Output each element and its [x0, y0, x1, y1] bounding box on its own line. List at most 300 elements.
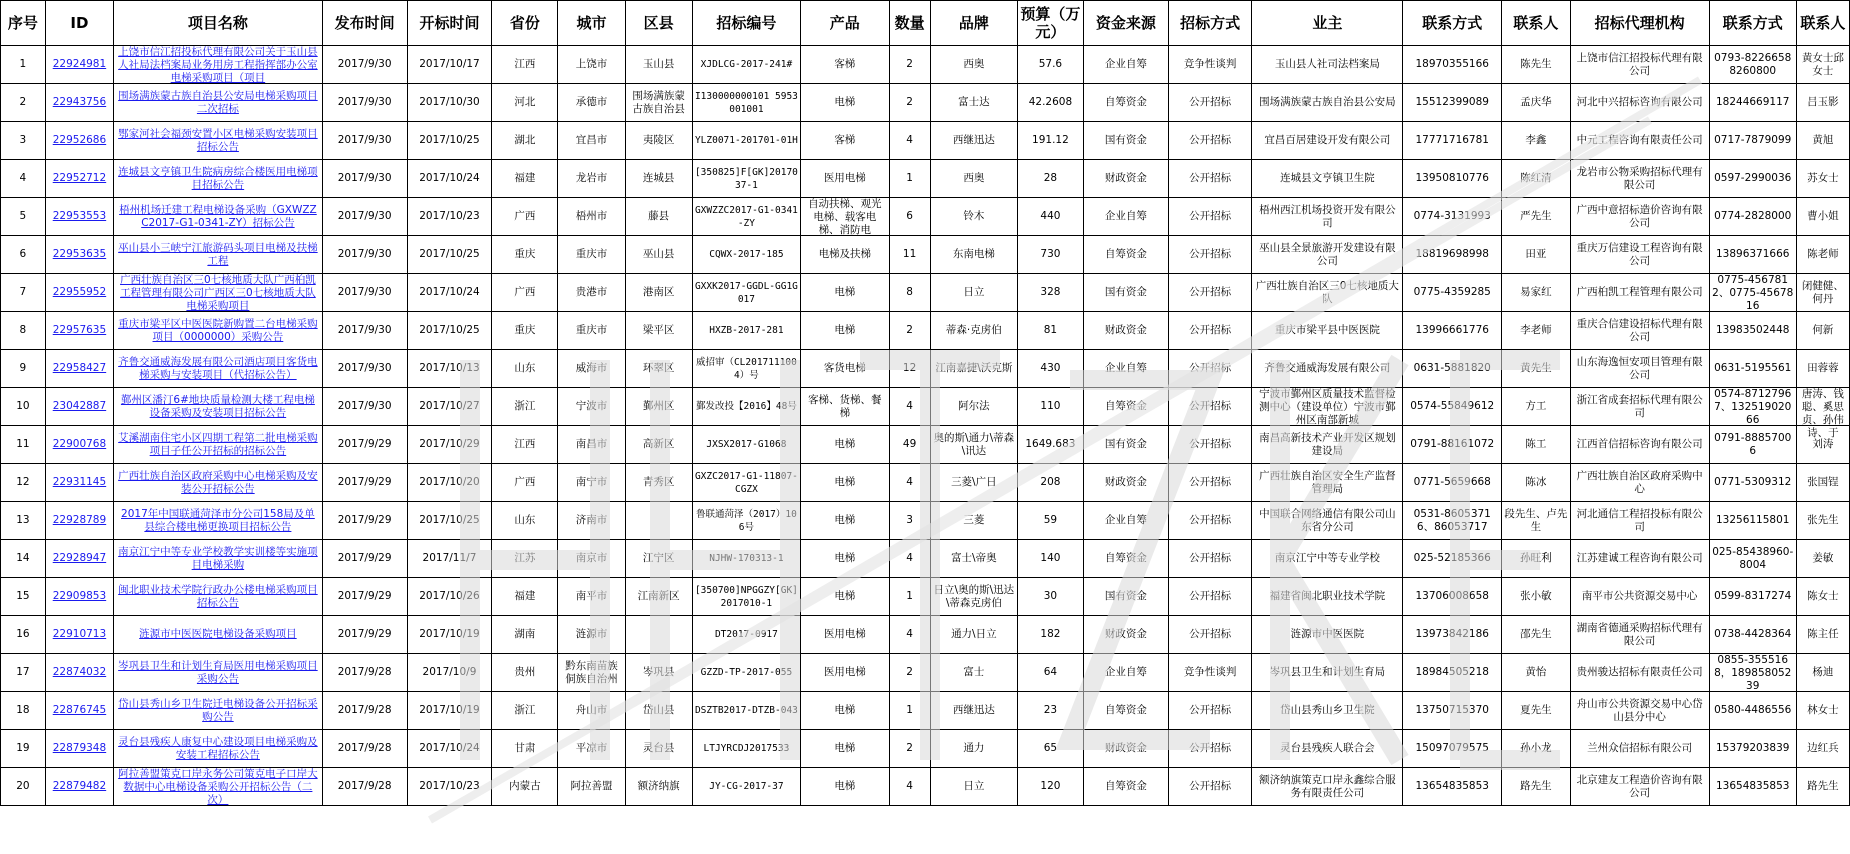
cell-owner [1252, 768, 1403, 806]
cell-text[interactable]: 22958427 [52, 362, 107, 374]
cell-project-name[interactable] [114, 768, 323, 806]
cell-text: 灵台县 [642, 742, 675, 754]
cell-district [625, 388, 692, 426]
cell-text: 围场满族蒙古族自治县 [632, 89, 685, 115]
cell-project-name[interactable] [114, 464, 323, 502]
cell-text: 191.12 [1032, 134, 1069, 146]
cell-agency [1570, 350, 1709, 388]
cell-text: 路先生 [1520, 780, 1552, 792]
cell-text: 13750715370 [1415, 704, 1489, 716]
cell-brand [930, 768, 1017, 806]
cell-text: 兰州众信招标有限公司 [1587, 742, 1693, 754]
cell-text: 财政资金 [1104, 628, 1147, 640]
cell-project-name[interactable] [114, 692, 323, 730]
cell-text: 公开招标 [1189, 780, 1232, 792]
cell-project-name[interactable] [114, 160, 323, 198]
cell-text[interactable]: 岱山县秀山乡卫生院迁电梯设备公开招标采购公告 [118, 697, 318, 723]
cell-owner [1252, 84, 1403, 122]
cell-fund-source [1083, 312, 1168, 350]
cell-seq [1, 312, 46, 350]
cell-owner [1252, 692, 1403, 730]
cell-text[interactable]: 22952712 [52, 172, 107, 184]
cell-project-name[interactable] [114, 426, 323, 464]
cell-project-name[interactable] [114, 236, 323, 274]
cell-owner-person [1502, 502, 1570, 540]
cell-text[interactable]: 重庆市梁平区中医医院新购置二台电梯采购项目（0000000）采购公告 [118, 317, 318, 343]
cell-text: 江西首信招标咨询有限公司 [1576, 438, 1703, 450]
cell-text: 湖南省德通采购招标代理有限公司 [1576, 621, 1703, 647]
cell-text[interactable]: 阿拉善盟策克口岸永务公司策克电子口岸大数据中心电梯设备采购公开招标公告（二次） [118, 768, 318, 806]
cell-project-name[interactable] [114, 198, 323, 236]
cell-text[interactable]: 22900768 [52, 438, 107, 450]
cell-id[interactable] [45, 236, 113, 274]
cell-brand [930, 160, 1017, 198]
cell-tender-no [692, 84, 800, 122]
cell-text[interactable]: 22910713 [52, 628, 107, 640]
cell-text[interactable]: 巫山县小三峡宁江旅游码头项目电梯及扶梯工程 [118, 241, 318, 267]
cell-text[interactable]: 22957635 [52, 324, 107, 336]
cell-district [625, 730, 692, 768]
cell-text: 鲁联通菏泽（2017）106号 [696, 508, 797, 533]
cell-text: 2 [19, 96, 27, 108]
cell-province [492, 84, 558, 122]
cell-text: 南昌市 [575, 438, 608, 450]
cell-text[interactable]: 齐鲁交通威海发展有限公司酒店项目客货电梯采购与安装项目（代招标公告） [118, 355, 318, 381]
cell-brand [930, 84, 1017, 122]
cell-brand [930, 654, 1017, 692]
cell-project-name[interactable] [114, 654, 323, 692]
cell-fund-source [1083, 464, 1168, 502]
cell-text: 140 [1040, 552, 1061, 564]
cell-open-date [407, 350, 492, 388]
cell-product [801, 426, 889, 464]
cell-fund-source [1083, 46, 1168, 84]
cell-district [625, 46, 692, 84]
cell-text: 公开招标 [1189, 96, 1232, 108]
cell-agency [1570, 388, 1709, 426]
header-province: 省份 [492, 1, 558, 46]
cell-publish-date [322, 122, 407, 160]
cell-tender-method [1168, 274, 1252, 312]
cell-text: 0574-87127967、13251902066 [1714, 388, 1792, 426]
cell-project-name[interactable] [114, 616, 323, 654]
cell-text: 18970355166 [1415, 58, 1489, 70]
cell-text: 南平市公共资源交易中心 [1581, 590, 1698, 602]
header-brand: 品牌 [930, 1, 1017, 46]
cell-text: 3 [906, 514, 913, 526]
cell-province [492, 198, 558, 236]
cell-text: 11 [902, 248, 917, 260]
cell-text[interactable]: 涟源市中医医院电梯设备采购项目 [139, 628, 297, 640]
cell-seq [1, 236, 46, 274]
cell-text: 19 [16, 742, 30, 754]
cell-text: 110 [1040, 400, 1061, 412]
cell-tender-method [1168, 540, 1252, 578]
cell-text[interactable]: 2017年中国联通菏泽市分公司158局及单县综合楼电梯更换项目招标公告 [121, 507, 315, 533]
cell-project-name[interactable] [114, 502, 323, 540]
cell-text[interactable]: 鄂家河社会福颈安置小区电梯采购安装项目招标公告 [118, 127, 318, 153]
cell-id[interactable] [45, 730, 113, 768]
cell-text: 苏女士 [1807, 172, 1839, 184]
cell-district [625, 84, 692, 122]
cell-text: 重庆 [514, 324, 536, 336]
cell-product [801, 578, 889, 616]
cell-text: 财政资金 [1104, 742, 1147, 754]
cell-text: 威海市 [575, 362, 608, 374]
cell-budget [1017, 654, 1083, 692]
cell-text[interactable]: 22953553 [52, 210, 107, 222]
table-row [1, 274, 1850, 312]
cell-text[interactable]: 闽北职业技术学院行政办公楼电梯采购项目招标公告 [118, 583, 318, 609]
cell-text: 企业自筹 [1104, 210, 1147, 222]
cell-text: 岱山县 [642, 704, 675, 716]
cell-project-name[interactable] [114, 274, 323, 312]
cell-budget [1017, 312, 1083, 350]
cell-fund-source [1083, 578, 1168, 616]
cell-text[interactable]: 广西壮族自治区三0七核地质大队广西桕凯工程管理有限公司广西区三0七核地质大队电梯采购项目 [120, 274, 316, 312]
cell-text: 龙岩市公物采购招标代理有限公司 [1576, 165, 1703, 191]
cell-district [625, 768, 692, 806]
cell-text: 李老师 [1520, 324, 1552, 336]
cell-text[interactable]: 22953635 [52, 248, 107, 260]
cell-id[interactable] [45, 198, 113, 236]
cell-text: 2017/9/30 [337, 96, 392, 108]
cell-text: 田亚 [1525, 248, 1547, 260]
cell-product [801, 616, 889, 654]
cell-id[interactable] [45, 654, 113, 692]
cell-owner-person [1502, 464, 1570, 502]
cell-budget [1017, 160, 1083, 198]
cell-text: 江西 [514, 438, 536, 450]
cell-id[interactable] [45, 122, 113, 160]
cell-text[interactable]: 22909853 [52, 590, 107, 602]
cell-province [492, 388, 558, 426]
cell-fund-source [1083, 198, 1168, 236]
cell-open-date [407, 502, 492, 540]
cell-text[interactable]: 22879348 [52, 742, 107, 754]
cell-owner-person [1502, 540, 1570, 578]
cell-project-name[interactable] [114, 312, 323, 350]
cell-project-name[interactable] [114, 46, 323, 84]
cell-city [558, 274, 625, 312]
cell-city [558, 198, 625, 236]
cell-district [625, 692, 692, 730]
cell-project-name[interactable] [114, 84, 323, 122]
cell-text: 0631-5881820 [1413, 362, 1491, 374]
cell-publish-date [322, 160, 407, 198]
cell-id[interactable] [45, 768, 113, 806]
cell-publish-date [322, 730, 407, 768]
cell-text: 南京江宁中等专业学校 [1274, 552, 1380, 564]
cell-text: 江南嘉捷\沃克斯 [935, 362, 1013, 374]
cell-text: 孙小龙 [1520, 742, 1552, 754]
cell-id[interactable] [45, 312, 113, 350]
header-id: ID [45, 1, 113, 46]
cell-project-name[interactable] [114, 540, 323, 578]
cell-text: 舟山市公共资源交易中心岱山县分中心 [1576, 697, 1703, 723]
cell-seq [1, 198, 46, 236]
cell-text[interactable]: 22955952 [52, 286, 107, 298]
cell-agency-contact [1709, 350, 1796, 388]
cell-text[interactable]: 南京江宁中等专业学校教学实训楼等实施项目电梯采购 [118, 545, 318, 571]
cell-id[interactable] [45, 274, 113, 312]
cell-text: 电梯 [834, 780, 856, 792]
cell-text: 重庆万信建设工程咨询有限公司 [1576, 241, 1703, 267]
cell-text[interactable]: 22928789 [52, 514, 107, 526]
cell-tender-no [692, 122, 800, 160]
cell-owner-contact [1403, 426, 1502, 464]
cell-text[interactable]: 连城县文亨镇卫生院病房综合楼医用电梯项目招标公告 [118, 165, 318, 191]
cell-text: 山东 [514, 514, 536, 526]
cell-text: 高新区 [642, 438, 675, 450]
cell-text[interactable]: 灵台县残疾人康复中心建设项目电梯采购及安装工程招标公告 [118, 735, 318, 761]
cell-fund-source [1083, 654, 1168, 692]
cell-seq [1, 654, 46, 692]
cell-owner-person [1502, 160, 1570, 198]
cell-text: 重庆合信建设招标代理有限公司 [1576, 317, 1703, 343]
cell-text: 自动扶梯、观光电梯、载客电梯、消防电 [808, 198, 882, 236]
cell-text: 黄怡 [1525, 666, 1547, 678]
cell-text: 财政资金 [1104, 172, 1147, 184]
cell-text: 电梯 [834, 476, 856, 488]
cell-project-name[interactable] [114, 388, 323, 426]
cell-text: 连城县文亨镇卫生院 [1280, 172, 1375, 184]
cell-text[interactable]: 围场满族蒙古族自治县公安局电梯采购项目二次招标 [118, 89, 318, 115]
cell-text: 2017/9/28 [337, 742, 392, 754]
cell-text[interactable]: 22924981 [52, 58, 107, 70]
cell-quantity [889, 578, 930, 616]
cell-text[interactable]: 22876745 [52, 704, 107, 716]
cell-text[interactable]: 22952686 [52, 134, 107, 146]
cell-text[interactable]: 22879482 [52, 780, 107, 792]
cell-agency-contact [1709, 692, 1796, 730]
cell-id[interactable] [45, 502, 113, 540]
cell-text[interactable]: 上饶市信江招投标代理有限公司关于玉山县人社局法档案局业务用房工程指挥部办公室电梯采购项目（项目 [118, 46, 318, 84]
cell-text: 李鑫 [1525, 134, 1547, 146]
cell-text: [350825]F[GK]2017037-1 [694, 166, 798, 191]
cell-tender-method [1168, 350, 1252, 388]
cell-text: 4 [19, 172, 27, 184]
cell-fund-source [1083, 502, 1168, 540]
cell-text: 自筹资金 [1104, 248, 1147, 260]
cell-text: 医用电梯 [823, 172, 866, 184]
cell-seq [1, 46, 46, 84]
cell-agency [1570, 236, 1709, 274]
cell-text: 2017/10/23 [419, 210, 480, 222]
cell-product [801, 388, 889, 426]
cell-tender-no [692, 692, 800, 730]
cell-text: 企业自筹 [1104, 666, 1147, 678]
cell-open-date [407, 160, 492, 198]
cell-text[interactable]: 22928947 [52, 552, 107, 564]
cell-project-name[interactable] [114, 730, 323, 768]
cell-text: 富士达 [958, 96, 990, 108]
cell-text: 岑巩县卫生和计划生育局 [1269, 666, 1386, 678]
cell-text: 2017/10/19 [419, 628, 480, 640]
cell-text: 刘涛 [1812, 438, 1834, 450]
cell-tender-no [692, 464, 800, 502]
cell-text: 港南区 [642, 286, 675, 298]
cell-text[interactable]: 广西壮族自治区政府采购中心电梯采购及安装公开招标公告 [118, 469, 318, 495]
cell-agency-person [1796, 692, 1849, 730]
cell-agency-person [1796, 198, 1849, 236]
cell-agency [1570, 160, 1709, 198]
cell-publish-date [322, 312, 407, 350]
cell-text: 4 [906, 400, 913, 412]
cell-text: 河北中兴招标咨询有限公司 [1576, 96, 1703, 108]
cell-text: 河北通信工程招投标有限公司 [1576, 507, 1703, 533]
cell-id[interactable] [45, 692, 113, 730]
cell-owner-person [1502, 122, 1570, 160]
cell-text: 2 [906, 666, 913, 678]
cell-text: 11 [16, 438, 30, 450]
cell-open-date [407, 122, 492, 160]
cell-text: 湖南 [514, 628, 536, 640]
cell-owner-person [1502, 350, 1570, 388]
cell-text: 2 [906, 58, 913, 70]
cell-id[interactable] [45, 464, 113, 502]
cell-text: 藤县 [648, 210, 670, 222]
cell-city [558, 84, 625, 122]
cell-text: 财政资金 [1104, 476, 1147, 488]
cell-project-name[interactable] [114, 122, 323, 160]
cell-brand [930, 502, 1017, 540]
cell-text: 电梯 [834, 704, 856, 716]
cell-text[interactable]: 艾溪湖南住宅小区四期工程第二批电梯采购项目子任公开招标的招标公告 [118, 431, 318, 457]
cell-text[interactable]: 23042887 [52, 400, 107, 412]
cell-text: 西奥 [963, 172, 985, 184]
cell-text: 0793-82266588260800 [1714, 51, 1792, 77]
cell-publish-date [322, 654, 407, 692]
cell-id[interactable] [45, 350, 113, 388]
cell-text: 17771716781 [1415, 134, 1489, 146]
cell-text: 阿尔法 [958, 400, 990, 412]
header-tender-method: 招标方式 [1168, 1, 1252, 46]
cell-text[interactable]: 22874032 [52, 666, 107, 678]
cell-budget [1017, 692, 1083, 730]
cell-text: 49 [902, 438, 917, 450]
cell-text: YLZ0071-201701-01H [694, 135, 798, 146]
cell-text: 自筹资金 [1104, 780, 1147, 792]
cell-city [558, 388, 625, 426]
cell-owner [1252, 616, 1403, 654]
cell-budget [1017, 540, 1083, 578]
cell-owner-contact [1403, 46, 1502, 84]
cell-publish-date [322, 578, 407, 616]
cell-tender-method [1168, 654, 1252, 692]
cell-text: 65 [1043, 742, 1058, 754]
cell-text: 日立\奥的斯\迅达\蒂森克虏伯 [933, 583, 1015, 609]
cell-quantity [889, 350, 930, 388]
cell-tender-no [692, 198, 800, 236]
cell-project-name[interactable] [114, 350, 323, 388]
cell-brand [930, 236, 1017, 274]
cell-id[interactable] [45, 46, 113, 84]
cell-text: 公开招标 [1189, 704, 1232, 716]
cell-quantity [889, 502, 930, 540]
cell-project-name[interactable] [114, 578, 323, 616]
header-owner-person: 联系人 [1502, 1, 1570, 46]
table-row [1, 198, 1850, 236]
cell-text: LTJYRCDJ2017533 [703, 743, 790, 754]
cell-id[interactable] [45, 540, 113, 578]
cell-city [558, 692, 625, 730]
cell-product [801, 312, 889, 350]
cell-text: 17 [16, 666, 30, 678]
cell-text: 2017/9/28 [337, 666, 392, 678]
cell-text: 内蒙古 [509, 780, 541, 792]
cell-open-date [407, 692, 492, 730]
cell-text[interactable]: 22931145 [52, 476, 107, 488]
cell-text: 0580-4486556 [1714, 704, 1792, 716]
cell-text: 4 [906, 780, 913, 792]
cell-text: 姜敏 [1812, 552, 1834, 564]
cell-text: 64 [1043, 666, 1058, 678]
cell-text: 重庆市梁平县中医医院 [1274, 324, 1380, 336]
cell-text: 易家红 [1520, 286, 1552, 298]
cell-text: 陈冰 [1525, 476, 1547, 488]
cell-seq [1, 616, 46, 654]
cell-text: 贵州骏达招标有限责任公司 [1576, 666, 1703, 678]
header-row [1, 1, 1850, 46]
cell-agency [1570, 692, 1709, 730]
cell-owner [1252, 350, 1403, 388]
cell-text[interactable]: 22943756 [52, 96, 107, 108]
cell-id[interactable] [45, 388, 113, 426]
cell-fund-source [1083, 274, 1168, 312]
table-row [1, 616, 1850, 654]
cell-text: 江苏 [514, 552, 536, 564]
cell-text: 730 [1040, 248, 1061, 260]
cell-tender-method [1168, 122, 1252, 160]
cell-fund-source [1083, 388, 1168, 426]
cell-id[interactable] [45, 616, 113, 654]
cell-text[interactable]: 岑巩县卫生和计划生育局医用电梯采购项目采购公告 [118, 659, 318, 685]
cell-open-date [407, 578, 492, 616]
cell-brand [930, 578, 1017, 616]
cell-quantity [889, 426, 930, 464]
cell-district [625, 236, 692, 274]
cell-agency-person [1796, 578, 1849, 616]
cell-text[interactable]: 鄞州区潘汀6#地块质量检测大楼工程电梯设备采购及安装项目招标公告 [120, 393, 315, 419]
cell-tender-no [692, 388, 800, 426]
cell-city [558, 730, 625, 768]
cell-text: 440 [1040, 210, 1061, 222]
cell-id[interactable] [45, 84, 113, 122]
cell-text: 025-52185366 [1413, 552, 1491, 564]
cell-text: GXWZZC2017-G1-0341-ZY [694, 204, 798, 229]
cell-id[interactable] [45, 578, 113, 616]
cell-agency-person [1796, 540, 1849, 578]
cell-text: 杨迪 [1812, 666, 1834, 678]
cell-id[interactable] [45, 426, 113, 464]
cell-tender-no [692, 46, 800, 84]
cell-quantity [889, 122, 930, 160]
cell-text: 0771-5309312 [1714, 476, 1792, 488]
cell-owner-person [1502, 426, 1570, 464]
table-row [1, 768, 1850, 806]
cell-id[interactable] [45, 160, 113, 198]
cell-text: 玉山县 [642, 58, 675, 70]
cell-text: 孙旺利 [1520, 552, 1552, 564]
cell-text: 龙岩市 [575, 172, 608, 184]
cell-owner [1252, 502, 1403, 540]
cell-seq [1, 122, 46, 160]
cell-text: 430 [1040, 362, 1061, 374]
cell-text: 15097079575 [1415, 742, 1489, 754]
cell-text[interactable]: 梧州机场迁建工程电梯设备采购（GXWZZC2017-G1-0341-ZY）招标公告 [119, 203, 317, 229]
cell-city [558, 236, 625, 274]
